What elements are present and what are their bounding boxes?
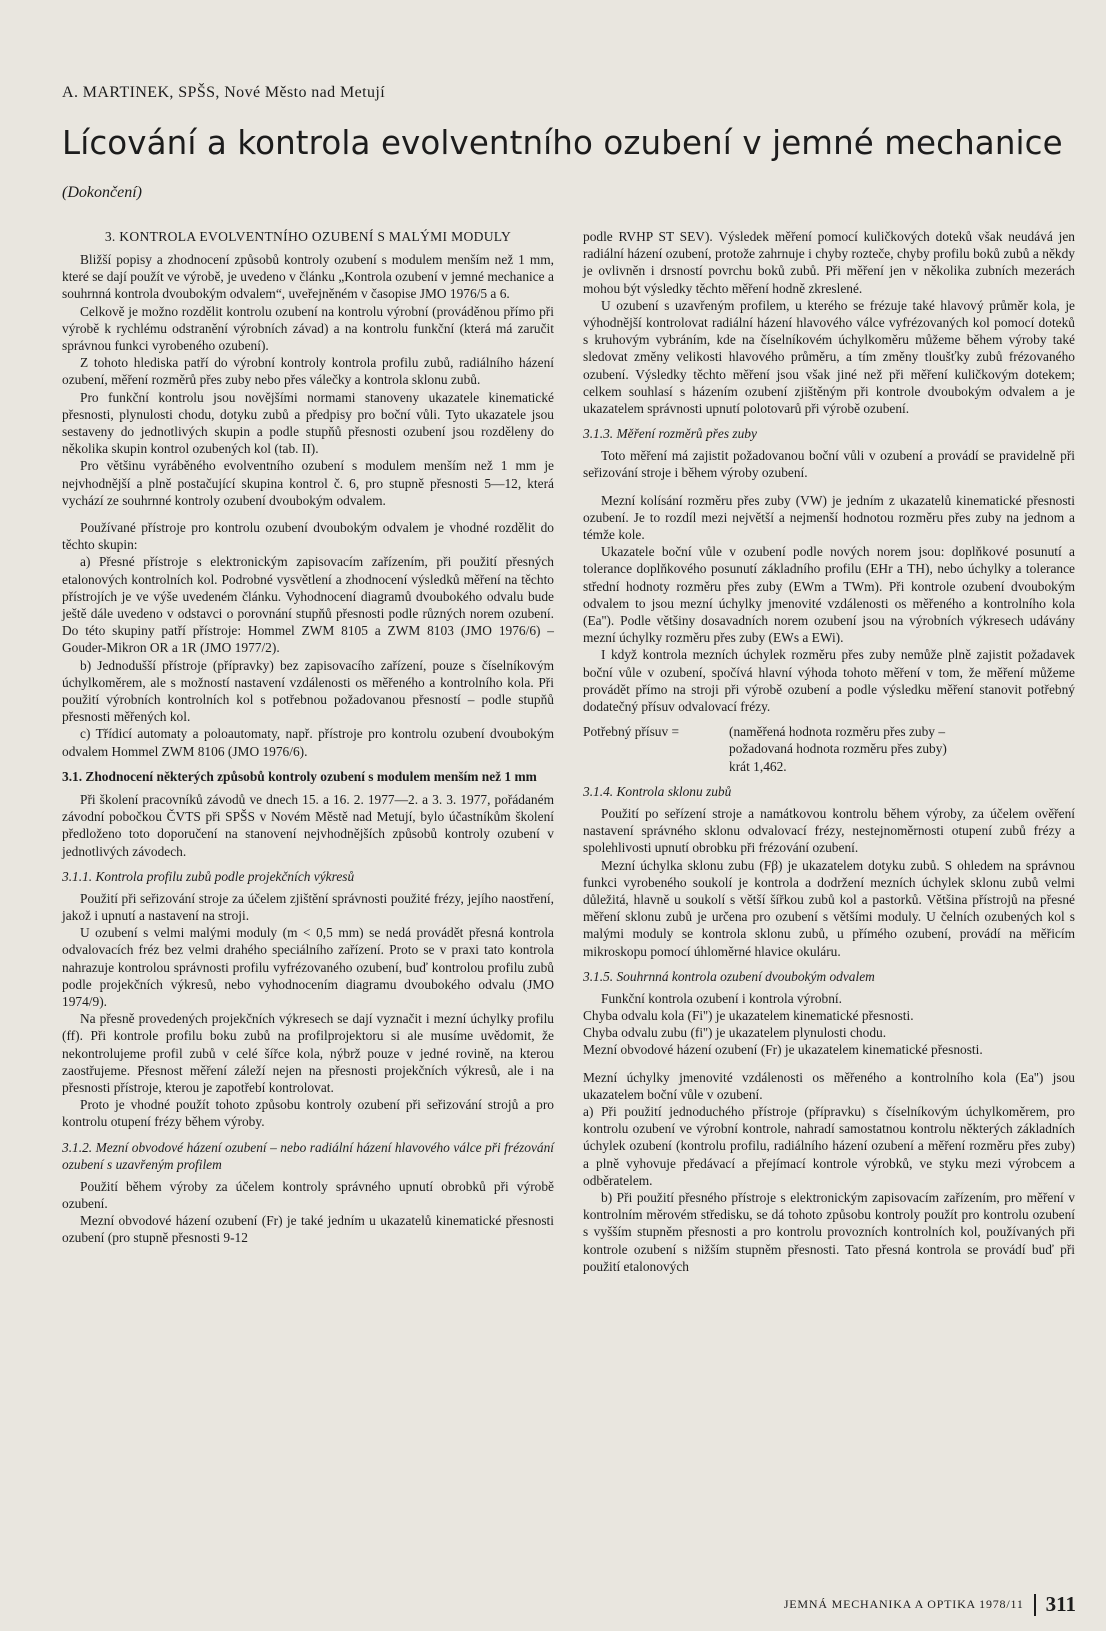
paragraph: Mezní obvodové házení ozubení (Fr) je ukazatelem kinematické přesnosti. [583, 1042, 983, 1058]
left-column [62, 228, 554, 1246]
subsection-heading: 3.1. Zhodnocení některých způsobů kontroly ozubení s modulem menším než 1 mm [62, 768, 537, 784]
formula-line: (naměřená hodnota rozměru přes zuby – [729, 724, 946, 740]
footer-divider [1034, 1594, 1036, 1616]
paragraph: Při školení pracovníků závodů ve dnech 15. a 16. 2. 1977—2. a 3. 3. 1977, pořádaném závodní pobočkou ČVTS při SPŠS v Novém Městě nad Metují, bylo účastníkům školení předloženo toto doporučení na stanovení nejvhodnějších způsobů kontroly ozubení v jednotlivých závodech. [62, 791, 554, 859]
paragraph: a) Přesné přístroje s elektronickým zapisovacím zařízením, při použití přesných etalonových kontrolních kol. Podrobné vysvětlení a zhodnocení výsledků měření na těchto přístrojích je ve výše uvedeném článku. Vyhodnocení diagramů dvoubokého odvalu bude ještě dále uvedeno v odstavci o porovnání stupňů přesnosti podle různých norem ozubení. Do této skupiny patří přístroje: Hommel ZWM 8105 a ZWM 8103 (JMO 1976/6) – Gouder-Mikron OR a 1R (JMO 1977/2). [62, 554, 554, 656]
paragraph: Funkční kontrola ozubení i kontrola výrobní. [601, 990, 842, 1006]
paragraph: Použití během výroby za účelem kontroly správného upnutí obrobků při výrobě ozubení. [62, 1178, 554, 1211]
paragraph: Celkově je možno rozdělit kontrolu ozubení na kontrolu výrobní (prováděnou přímo při výrobě k rychlému odstranění výrobních závad) a na kontrolu funkční (která má zaručit správnou funkci vyrobeného ozubení). [62, 303, 554, 354]
page-footer [784, 1592, 1076, 1617]
paragraph: Z tohoto hlediska patří do výrobní kontroly kontrola profilu zubů, radiálního házení ozubení, měření rozměrů přes zuby nebo přes válečky a kontrola sklonu zubů. [62, 355, 554, 388]
subsection-heading: 3.1.2. Mezní obvodové házení ozubení – nebo radiální házení hlavového válce při frézování ozubení s uzavřeným profilem [62, 1139, 554, 1172]
paragraph: Pro funkční kontrolu jsou novějšími normami stanoveny ukazatele kinematické přesnosti, plynulosti chodu, dotyku zubů a předpisy pro boční vůli. Tyto ukazatele jsou sestaveny do jednotlivých skupin a podle stupňů přesnosti ozubení jsou rozděleny do několika skupin kontrol ozubených kol (tab. II). [62, 389, 554, 457]
paragraph: Použití při seřizování stroje za účelem zjištění správnosti použité frézy, jejího naostření, jakož i upnutí a nastavení na stroji. [62, 890, 554, 923]
subsection-heading: 3.1.5. Souhrnná kontrola ozubení dvoubokým odvalem [583, 968, 875, 984]
journal-name: JEMNÁ MECHANIKA A OPTIKA 1978/11 [783, 1597, 1024, 1611]
paragraph: Používané přístroje pro kontrolu ozubení dvoubokým odvalem je vhodné rozdělit do těchto skupin: [62, 520, 554, 553]
paragraph: Toto měření má zajistit požadovanou boční vůli v ozubení a provádí se pravidelně při seřizování stroje i během výroby ozubení. [583, 448, 1075, 481]
paragraph: Mezní kolísání rozměru přes zuby (VW) je jedním z ukazatelů kinematické přesnosti ozubení. Je to rozdíl mezi největší a nejmenší hodnotou rozměru přes zuby na jednom a témže kole. [583, 492, 1075, 543]
subsection-heading: 3.1.3. Měření rozměrů přes zuby [583, 426, 757, 442]
paragraph: U ozubení s uzavřeným profilem, u kterého se frézuje také hlavový průměr kola, je výhodnější kontrolovat radiální házení hlavového válce vyfrézovaných kol pomocí doteků s kruhovým vybráním, kde na číselníkovém úchylkoměru můžeme během výroby také sledovat změny velikosti hlavového průměru, a tím změny tloušťky zubů frézovaného ozubení. Výsledky těchto měření jsou však jiné než při měření kuličkovým dotekem; celkem souhlasí s házením ozubení zjištěným při kontrole dvoubokým odvalem a je ukazatelem správnosti upnutí polotovarů při výrobě ozubení. [583, 297, 1075, 417]
paragraph: Bližší popisy a zhodnocení způsobů kontroly ozubení s modulem menším než 1 mm, které se dají použít ve výrobě, je uvedeno v článku „Kontrola ozubení v jemné mechanice a souhrnná kontrola dvoubokým odvalem“, uveřejněném v časopise JMO 1976/5 a 6. [62, 252, 554, 302]
paragraph: Na přesně provedených projekčních výkresech se dají vyznačit i mezní úchylky profilu (ff). Při kontrole profilu boku zubů na profilprojektoru si ale musíme uvědomit, že nekontrolujeme profil zubů v celé šířce kola, nýbrž pouze v jedné rovině, na kterou zaostřujeme. Přesnost měření záleží nejen na přesnosti projekčních výkresů, ale i na přesnosti přístroje, kterou je zapotřebí kontrolovat. [62, 1011, 554, 1095]
paragraph: c) Třídicí automaty a poloautomaty, např. přístroje pro kontrolu ozubení dvoubokým odvalem Hommel ZWM 8106 (JMO 1976/6). [62, 726, 554, 759]
page-number: 311 [1045, 1592, 1076, 1616]
paragraph: b) Jednodušší přístroje (přípravky) bez zapisovacího zařízení, pouze s číselníkovým úchylkoměrem, ale s možností nastavení vzdálenosti os měřeného a kontrolního kola. Při použití výrobních kontrolních kol s potřebnou požadovanou přesností – podle stupňů přesnosti měřených kol. [62, 657, 554, 725]
subsection-heading: 3.1.4. Kontrola sklonu zubů [583, 783, 732, 799]
paragraph: Proto je vhodné použít tohoto způsobu kontroly ozubení při seřizování strojů a pro kontrolu otupení frézy během výroby. [62, 1097, 554, 1130]
formula [583, 723, 1075, 775]
paragraph: a) Při použití jednoduchého přístroje (přípravku) s číselníkovým úchylkoměrem, pro kontrolu ozubení ve výrobní kontrole, nahradí samostatnou kontrolu některých základních úchylek ozubení (kontrolu profilu, radiálního házení ozubení a měření rozměru přes zuby) a plně vyhovuje předávací a přejímací kontrole výrobků, ve styku mezi výrobcem a odběratelem. [583, 1103, 1075, 1188]
paragraph: podle RVHP ST SEV). Výsledek měření pomocí kuličkových doteků však neudává jen radiální házení ozubení, protože zahrnuje i chyby rozteče, chyby profilu boků zubů a někdy je ovlivněn i drsností povrchu boků zubů. Při měření jen v několika zubních mezerách mohou být výsledky těchto měření hodně zkreslené. [583, 229, 1075, 296]
paragraph: Použití po seřízení stroje a namátkovou kontrolu během výroby, za účelem ověření nastavení správného sklonu odvalovací frézy, nestejnoměrnosti otupení zubů frézy a spolehlivosti upnutí obrobku při frézování ozubení. [583, 805, 1075, 856]
paragraph: I když kontrola mezních úchylek rozměru přes zuby nemůže plně zajistit požadavek boční vůle v ozubení, spočívá hlavní výhoda tohoto měření v tom, že měření můžeme provádět přímo na stroji při výrobě ozubení a podle výsledku měření stanovit potřebný dodatečný přísuv odvalovací frézy. [583, 647, 1075, 715]
right-column [583, 228, 1075, 1275]
section-heading: 3. KONTROLA EVOLVENTNÍHO OZUBENÍ S MALÝMI MODULY [104, 229, 512, 244]
formula-line: požadovaná hodnota rozměru přes zuby) [729, 741, 947, 757]
paragraph: Mezní úchylky jmenovité vzdálenosti os měřeného a kontrolního kola (Ea'') jsou ukazatelem boční vůle v ozubení. [583, 1069, 1075, 1102]
author-line: A. MARTINEK, SPŠS, Nové Město nad Metují [62, 84, 386, 101]
paragraph: b) Při použití přesného přístroje s elektronickým zapisovacím zařízením, pro měření v kontrolním měrovém středisku, se dá tohoto způsobu kontroly použít pro kontrolu ozubení s vyšším stupněm přesnosti a pro kontrolu provozních kontrolních kol, používaných při kontrole ozubení s nižším stupněm přesnosti. Tato přesná kontrola se provádí buď při použití etalonových [583, 1189, 1075, 1274]
paragraph: Mezní obvodové házení ozubení (Fr) je také jedním u ukazatelů kinematické přesnosti ozubení (pro stupně přesnosti 9-12 [62, 1212, 554, 1246]
paragraph: Mezní úchylka sklonu zubu (Fβ) je ukazatelem dotyku zubů. S ohledem na správnou funkci vyrobeného soukolí je kontrola a dodržení mezních úchylek sklonu zubů velmi důležitá, hlavně u soukolí s větší šířkou zubů kol a pastorků. Většina přístrojů na přesné měření sklonu zubů je určena pro ozubení s většími moduly. U čelních ozubených kol s malými moduly se kontrola sklonu zubů, u přímého ozubení, provádí na měřicím mikroskopu pomocí úhloměrné hlavice okuláru. [583, 857, 1075, 959]
paragraph: U ozubení s velmi malými moduly (m < 0,5 mm) se nedá provádět přesná kontrola odvalovacích fréz bez velmi drahého speciálního zařízení. Proto se v praxi tato kontrola nahrazuje kontrolou správnosti profilu vyfrézovaného ozubení, buď kontrolou profilu zubů podle projekčních výkresů, nebo vyhodnocením diagramu dvoubokého odvalu (JMO 1974/9). [62, 925, 554, 1009]
article-title: Lícování a kontrola evolventního ozubení v jemné mechanice [62, 124, 1063, 162]
paragraph: Chyba odvalu kola (Fi'') je ukazatelem kinematické přesnosti. [583, 1007, 914, 1023]
formula-line: krát 1,462. [729, 758, 787, 774]
paragraph: Chyba odvalu zubu (fi'') je ukazatelem plynulosti chodu. [583, 1025, 887, 1041]
paragraph: Pro většinu vyráběného evolventního ozubení s modulem menším než 1 mm je nejvhodnější a plně postačující skupina kontrol č. 6, pro stupně přesnosti 5—12, která vychází ze souhrnné kontroly ozubení dvoubokým odvalem. [62, 458, 554, 508]
article-subtitle: (Dokončení) [62, 184, 142, 201]
formula-label: Potřebný přísuv = [583, 724, 680, 740]
subsection-heading: 3.1.1. Kontrola profilu zubů podle projekčních výkresů [62, 868, 355, 884]
paragraph: Ukazatele boční vůle v ozubení podle nových norem jsou: doplňkové posunutí a tolerance doplňkového posunutí základního profilu (EHr a TH), nebo úchylky a tolerance střední hodnoty rozměru přes zuby (EWm a TWm). Při kontrole ozubení dvoubokým odvalem to jsou mezní úchylky jmenovité vzdálenosti os měřeného a kontrolního kola (Ea''). Podle většiny dosavadních norem ozubení jsou na výrobních výkresech udávány mezní úchylky rozměru přes zuby (EWs a EWi). [583, 544, 1075, 646]
